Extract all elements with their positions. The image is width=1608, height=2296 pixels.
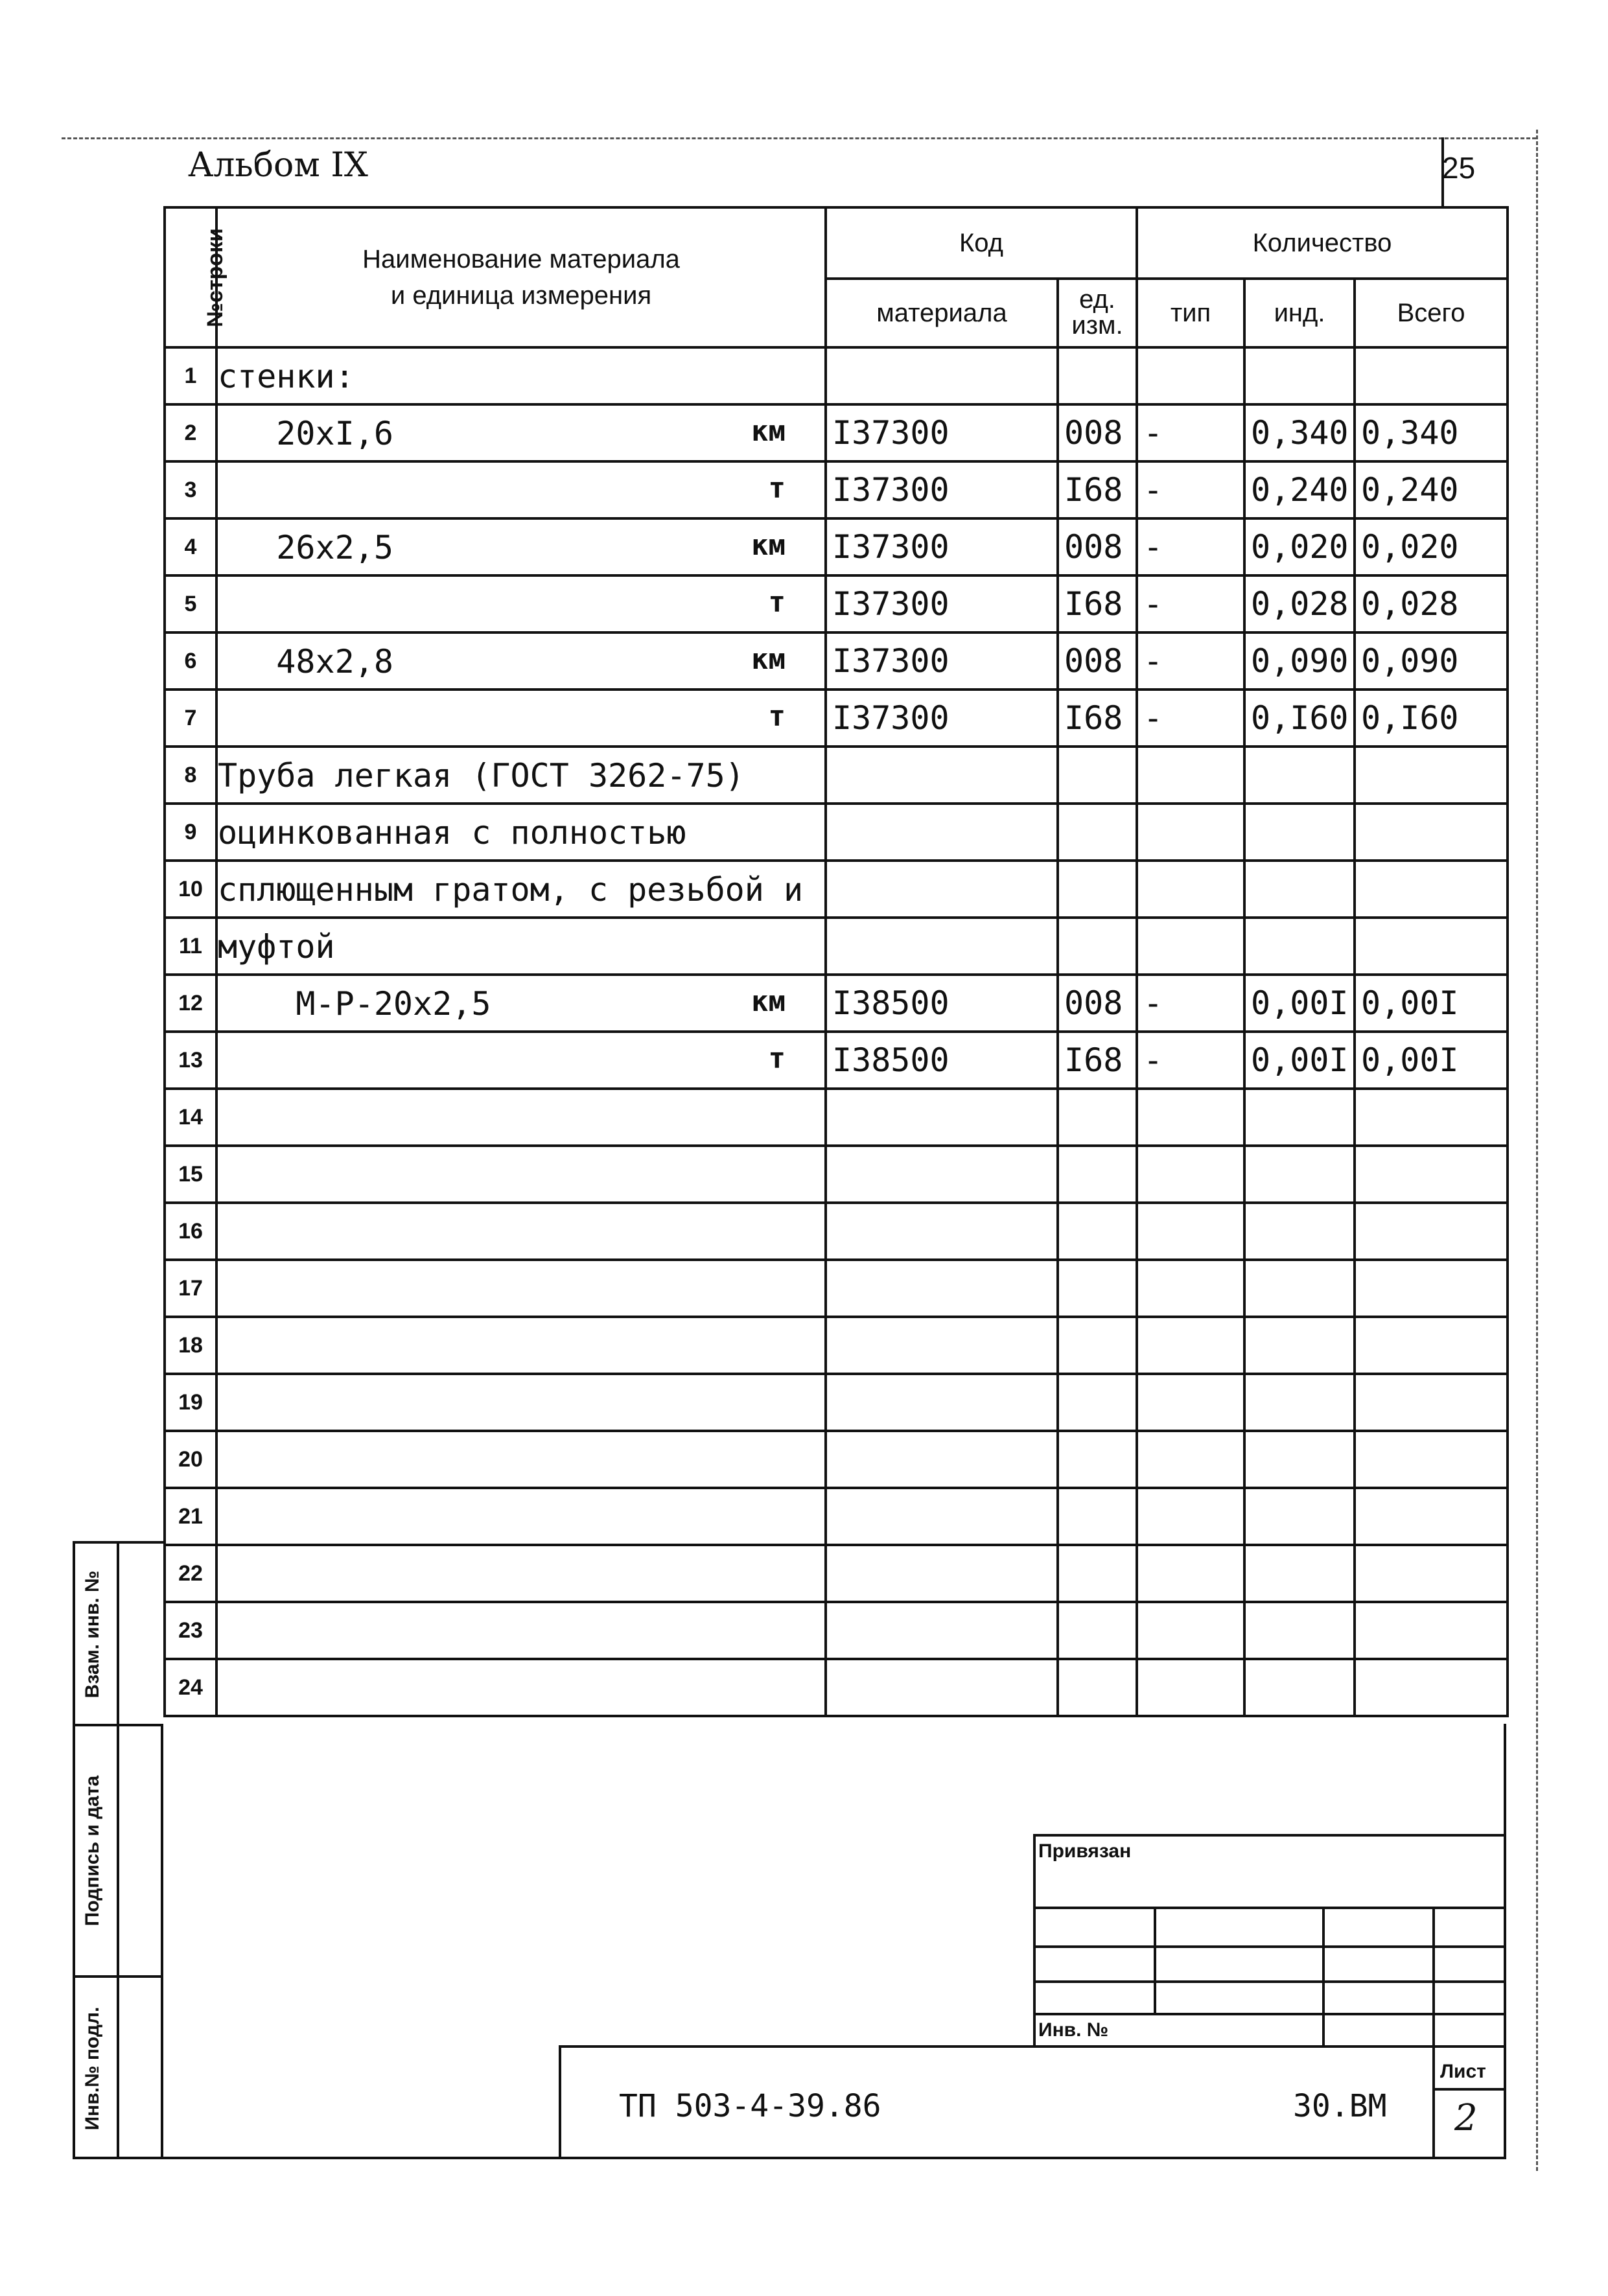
measure-unit: т <box>768 472 786 505</box>
unit-code: 008 <box>1058 518 1137 575</box>
row-number: 3 <box>165 461 216 518</box>
quantity-type-header: тип <box>1137 279 1244 347</box>
table-row <box>165 1032 1508 1089</box>
quantity-total <box>1355 1488 1508 1545</box>
material-code <box>826 1260 1058 1317</box>
quantity-type: - <box>1137 404 1244 461</box>
material-name: муфтой <box>218 928 335 966</box>
unit-code <box>1058 1146 1137 1203</box>
quantity-type: - <box>1137 1032 1244 1089</box>
unit-code <box>1058 1089 1137 1146</box>
quantity-ind <box>1244 1545 1355 1602</box>
material-name-cell <box>216 861 826 918</box>
measure-unit: км <box>751 415 786 448</box>
material-code <box>826 1203 1058 1260</box>
quantity-type: - <box>1137 690 1244 747</box>
quantity-total: 0,020 <box>1355 518 1508 575</box>
row-number: 15 <box>165 1146 216 1203</box>
quantity-total <box>1355 1659 1508 1716</box>
quantity-ind <box>1244 1602 1355 1659</box>
row-number: 2 <box>165 404 216 461</box>
code-material-header: материала <box>826 279 1058 347</box>
quantity-type <box>1137 1431 1244 1488</box>
quantity-total <box>1355 1260 1508 1317</box>
quantity-ind <box>1244 1431 1355 1488</box>
table-row <box>165 461 1508 518</box>
stamp-strip-outer-edge <box>73 1541 75 2159</box>
row-number: 16 <box>165 1203 216 1260</box>
material-name: 20хI,6 <box>218 415 393 452</box>
material-name: Труба легкая (ГОСТ 3262-75) <box>218 757 745 794</box>
material-name-cell <box>216 918 826 975</box>
quantity-total: 0,340 <box>1355 404 1508 461</box>
quantity-ind <box>1244 918 1355 975</box>
quantity-ind <box>1244 861 1355 918</box>
material-code <box>826 347 1058 404</box>
quantity-total: 0,I60 <box>1355 690 1508 747</box>
quantity-total-header: Всего <box>1355 279 1508 347</box>
quantity-type <box>1137 1317 1244 1374</box>
quantity-header: Количество <box>1137 207 1508 279</box>
unit-code: I68 <box>1058 461 1137 518</box>
unit-code: 008 <box>1058 975 1137 1032</box>
quantity-ind <box>1244 804 1355 861</box>
material-name-cell <box>216 1545 826 1602</box>
row-number: 4 <box>165 518 216 575</box>
table-row <box>165 404 1508 461</box>
material-name-header: Наименование материала и единица измерения <box>216 207 826 347</box>
materials-table <box>163 206 1509 1717</box>
unit-code: I68 <box>1058 575 1137 632</box>
row-number: 19 <box>165 1374 216 1431</box>
quantity-type <box>1137 747 1244 804</box>
measure-unit: км <box>751 985 786 1018</box>
unit-code <box>1058 1374 1137 1431</box>
row-number: 12 <box>165 975 216 1032</box>
row-number: 10 <box>165 861 216 918</box>
stamp-inv-podl: Инв.№ подл. <box>82 2006 103 2131</box>
quantity-total <box>1355 804 1508 861</box>
material-name: стенки: <box>218 358 355 395</box>
material-name-cell <box>216 404 826 461</box>
quantity-ind <box>1244 347 1355 404</box>
material-name-cell <box>216 632 826 690</box>
row-number: 17 <box>165 1260 216 1317</box>
code-unit-header: ед. изм. <box>1058 279 1137 347</box>
material-code <box>826 804 1058 861</box>
material-name-cell <box>216 1374 826 1431</box>
material-name-cell <box>216 1488 826 1545</box>
stamp-strip-inner-edge <box>117 1541 119 2159</box>
table-row <box>165 918 1508 975</box>
frame-left-edge <box>161 1724 163 2159</box>
quantity-ind <box>1244 1659 1355 1716</box>
quantity-ind <box>1244 1146 1355 1203</box>
quantity-total <box>1355 1203 1508 1260</box>
frame-bottom-edge <box>73 2157 1506 2159</box>
quantity-ind: 0,00I <box>1244 975 1355 1032</box>
material-code <box>826 1431 1058 1488</box>
quantity-ind <box>1244 1203 1355 1260</box>
material-code: I37300 <box>826 404 1058 461</box>
row-number: 8 <box>165 747 216 804</box>
unit-code <box>1058 861 1137 918</box>
quantity-ind: 0,00I <box>1244 1032 1355 1089</box>
material-name: оцинкованная с полностью <box>218 814 686 852</box>
table-row <box>165 1203 1508 1260</box>
album-title: Альбом IX <box>188 146 368 185</box>
quantity-ind: 0,240 <box>1244 461 1355 518</box>
material-name-cell <box>216 461 826 518</box>
quantity-total <box>1355 347 1508 404</box>
table-row <box>165 1374 1508 1431</box>
table-row <box>165 1659 1508 1716</box>
right-trim-line <box>1536 130 1538 2171</box>
unit-code <box>1058 1260 1137 1317</box>
title-block-col-2 <box>1322 1907 1325 2048</box>
row-number: 14 <box>165 1089 216 1146</box>
material-code <box>826 1659 1058 1716</box>
unit-code <box>1058 804 1137 861</box>
material-name-cell <box>216 347 826 404</box>
quantity-type <box>1137 1659 1244 1716</box>
title-block-line-2 <box>1033 1945 1506 1948</box>
row-number: 24 <box>165 1659 216 1716</box>
document-code: ТП 503-4-39.86 <box>619 2088 881 2124</box>
page-number: 25 <box>1442 151 1476 185</box>
material-code <box>826 1488 1058 1545</box>
title-block-line-1 <box>1033 1907 1506 1909</box>
unit-code <box>1058 1545 1137 1602</box>
quantity-ind: 0,340 <box>1244 404 1355 461</box>
unit-code <box>1058 747 1137 804</box>
quantity-total: 0,090 <box>1355 632 1508 690</box>
material-code: I37300 <box>826 632 1058 690</box>
unit-code <box>1058 1488 1137 1545</box>
title-block-line-4 <box>1033 2013 1506 2015</box>
measure-unit: т <box>768 700 786 733</box>
quantity-type <box>1137 1260 1244 1317</box>
table-row <box>165 690 1508 747</box>
document-block-top <box>559 2045 1506 2048</box>
quantity-type <box>1137 347 1244 404</box>
measure-unit: км <box>751 643 786 676</box>
quantity-ind: 0,I60 <box>1244 690 1355 747</box>
material-name-cell <box>216 1317 826 1374</box>
unit-code <box>1058 918 1137 975</box>
quantity-type <box>1137 1089 1244 1146</box>
unit-code <box>1058 1602 1137 1659</box>
row-number: 20 <box>165 1431 216 1488</box>
quantity-type <box>1137 861 1244 918</box>
quantity-total <box>1355 1374 1508 1431</box>
row-number: 13 <box>165 1032 216 1089</box>
material-name-cell <box>216 1659 826 1716</box>
title-block-left <box>1033 1834 1036 2048</box>
quantity-total <box>1355 747 1508 804</box>
quantity-type <box>1137 1488 1244 1545</box>
material-name-cell <box>216 804 826 861</box>
top-trim-line <box>62 137 1536 139</box>
quantity-type: - <box>1137 575 1244 632</box>
material-name-cell <box>216 975 826 1032</box>
quantity-total <box>1355 1431 1508 1488</box>
quantity-type <box>1137 1602 1244 1659</box>
row-number: 1 <box>165 347 216 404</box>
unit-code <box>1058 347 1137 404</box>
table-row <box>165 1089 1508 1146</box>
row-number: 7 <box>165 690 216 747</box>
quantity-ind <box>1244 1488 1355 1545</box>
quantity-ind: 0,090 <box>1244 632 1355 690</box>
title-block-col-1 <box>1154 1907 1156 2013</box>
quantity-type <box>1137 1203 1244 1260</box>
stamp-vzam-inv: Взам. инв. № <box>82 1570 103 1699</box>
quantity-total <box>1355 918 1508 975</box>
row-number: 6 <box>165 632 216 690</box>
quantity-ind <box>1244 1317 1355 1374</box>
sheet-number: 2 <box>1454 2097 1478 2139</box>
row-number: 9 <box>165 804 216 861</box>
row-number: 11 <box>165 918 216 975</box>
table-row <box>165 575 1508 632</box>
quantity-total: 0,028 <box>1355 575 1508 632</box>
quantity-type <box>1137 804 1244 861</box>
measure-unit: км <box>751 529 786 562</box>
table-row <box>165 1146 1508 1203</box>
quantity-type: - <box>1137 632 1244 690</box>
measure-unit: т <box>768 1042 786 1075</box>
unit-code <box>1058 1659 1137 1716</box>
quantity-total <box>1355 1089 1508 1146</box>
code-header: Код <box>826 207 1137 279</box>
material-code <box>826 1317 1058 1374</box>
material-name-cell <box>216 575 826 632</box>
quantity-total <box>1355 1545 1508 1602</box>
material-code <box>826 861 1058 918</box>
table-row <box>165 518 1508 575</box>
table-row <box>165 1602 1508 1659</box>
material-name-cell <box>216 690 826 747</box>
row-number: 22 <box>165 1545 216 1602</box>
quantity-type <box>1137 1374 1244 1431</box>
table-row <box>165 1545 1508 1602</box>
unit-code <box>1058 1203 1137 1260</box>
quantity-total <box>1355 1602 1508 1659</box>
material-name-cell <box>216 1260 826 1317</box>
material-code: I37300 <box>826 461 1058 518</box>
table-row <box>165 804 1508 861</box>
table-row <box>165 347 1508 404</box>
quantity-type <box>1137 1545 1244 1602</box>
unit-code: 008 <box>1058 404 1137 461</box>
row-number: 21 <box>165 1488 216 1545</box>
quantity-type: - <box>1137 975 1244 1032</box>
sheet-label: Лист <box>1440 2061 1486 2082</box>
table-row <box>165 1317 1508 1374</box>
material-code <box>826 1089 1058 1146</box>
quantity-type <box>1137 918 1244 975</box>
table-row <box>165 861 1508 918</box>
row-number: 23 <box>165 1602 216 1659</box>
quantity-ind <box>1244 1374 1355 1431</box>
material-code <box>826 1374 1058 1431</box>
material-name-cell <box>216 1431 826 1488</box>
document-block-left <box>559 2045 561 2159</box>
table-row <box>165 1431 1508 1488</box>
quantity-ind <box>1244 747 1355 804</box>
material-code: I38500 <box>826 975 1058 1032</box>
quantity-total: 0,00I <box>1355 975 1508 1032</box>
table-body <box>165 347 1508 1716</box>
material-name-cell <box>216 1032 826 1089</box>
stamp-podpis-data: Подпись и дата <box>82 1775 103 1927</box>
material-name-cell <box>216 1602 826 1659</box>
unit-code <box>1058 1431 1137 1488</box>
material-name: 26х2,5 <box>218 529 393 566</box>
row-number: 18 <box>165 1317 216 1374</box>
inv-no-label: Инв. № <box>1038 2019 1109 2041</box>
quantity-type <box>1137 1146 1244 1203</box>
sheet-label-divider <box>1432 2088 1506 2091</box>
table-row <box>165 975 1508 1032</box>
measure-unit: т <box>768 586 786 619</box>
material-code: I37300 <box>826 575 1058 632</box>
privyazan-label: Привязан <box>1038 1840 1132 1862</box>
section-code: 30.ВМ <box>1293 2088 1387 2124</box>
material-name: 48х2,8 <box>218 643 393 680</box>
quantity-type: - <box>1137 461 1244 518</box>
quantity-ind-header: инд. <box>1244 279 1355 347</box>
material-code <box>826 1146 1058 1203</box>
quantity-ind <box>1244 1089 1355 1146</box>
row-number: 5 <box>165 575 216 632</box>
material-code <box>826 1545 1058 1602</box>
frame-right-edge <box>1504 1724 1506 2159</box>
unit-code: 008 <box>1058 632 1137 690</box>
material-code: I38500 <box>826 1032 1058 1089</box>
material-code <box>826 747 1058 804</box>
quantity-total <box>1355 861 1508 918</box>
quantity-total: 0,00I <box>1355 1032 1508 1089</box>
unit-code: I68 <box>1058 690 1137 747</box>
material-code: I37300 <box>826 690 1058 747</box>
quantity-type: - <box>1137 518 1244 575</box>
material-name-cell <box>216 518 826 575</box>
quantity-total <box>1355 1146 1508 1203</box>
table-row <box>165 1488 1508 1545</box>
unit-code: I68 <box>1058 1032 1137 1089</box>
material-name: сплющенным гратом, с резьбой и <box>218 871 804 909</box>
table-row <box>165 1260 1508 1317</box>
material-name-cell <box>216 1146 826 1203</box>
quantity-total <box>1355 1317 1508 1374</box>
title-block-top <box>1033 1834 1506 1837</box>
table-row <box>165 747 1508 804</box>
material-name-cell <box>216 747 826 804</box>
material-code <box>826 918 1058 975</box>
quantity-total: 0,240 <box>1355 461 1508 518</box>
material-name-cell <box>216 1089 826 1146</box>
material-name-cell <box>216 1203 826 1260</box>
material-code: I37300 <box>826 518 1058 575</box>
unit-code <box>1058 1317 1137 1374</box>
table-row <box>165 632 1508 690</box>
title-block-line-3 <box>1033 1980 1506 1983</box>
quantity-ind: 0,020 <box>1244 518 1355 575</box>
material-name: М-Р-20х2,5 <box>218 985 491 1023</box>
quantity-ind: 0,028 <box>1244 575 1355 632</box>
material-code <box>826 1602 1058 1659</box>
quantity-ind <box>1244 1260 1355 1317</box>
stroke-number-header: №строки <box>165 207 216 347</box>
title-block-col-3 <box>1432 1907 1435 2157</box>
